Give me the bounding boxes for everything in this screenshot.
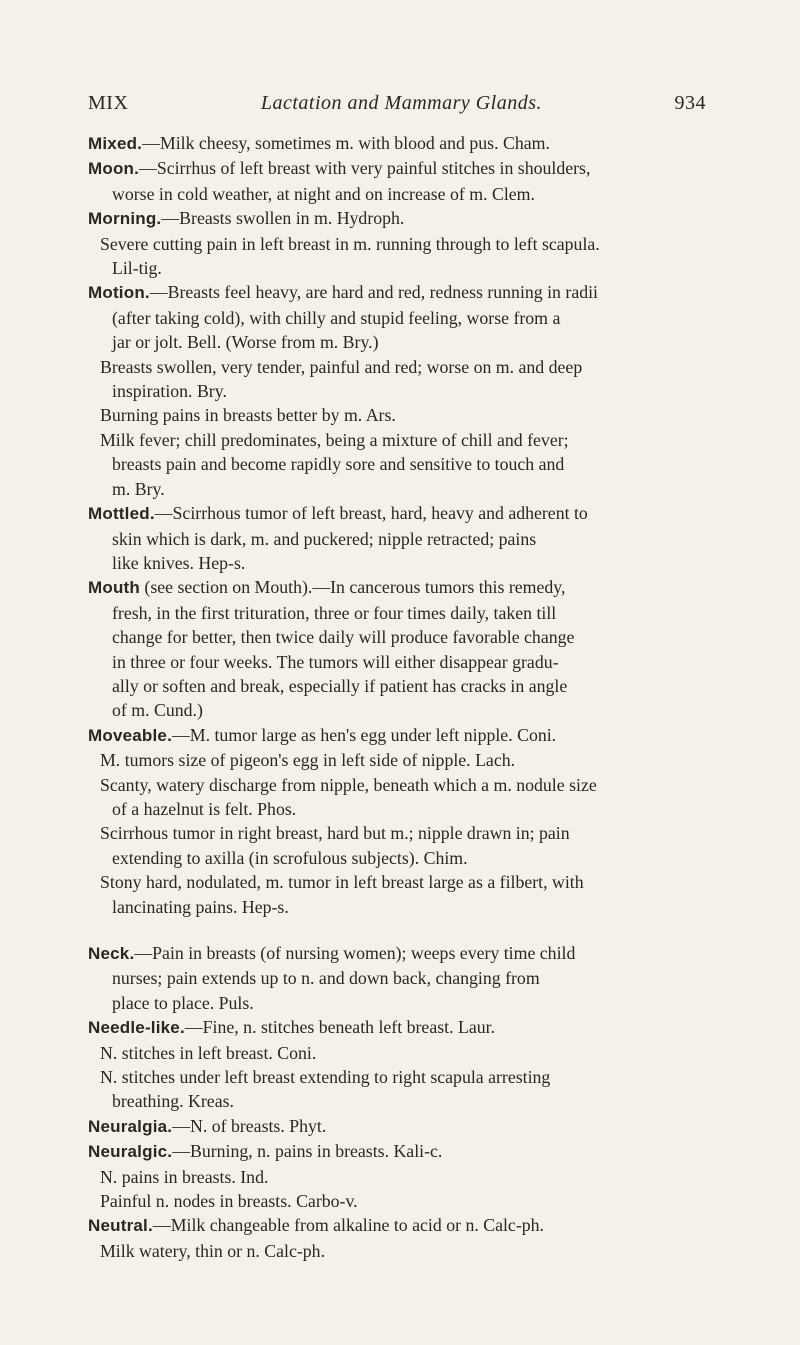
- repertory-entry: [88, 575, 716, 722]
- entry-line: [88, 1239, 716, 1263]
- entry-text: nurses; pain extends up to n. and down back, changing from: [112, 968, 540, 989]
- entry-line: [88, 625, 716, 649]
- entry-line: [88, 477, 716, 501]
- repertory-entry: [88, 1213, 716, 1263]
- entry-line: [88, 650, 716, 674]
- entry-text: —N. of breasts. Phyt.: [172, 1115, 327, 1136]
- entry-text: —Pain in breasts (of nursing women); weeps every time child: [134, 943, 576, 963]
- entry-text: —Scirrhous tumor of left breast, hard, heavy and adherent to: [154, 503, 588, 524]
- repertory-entries: [88, 131, 716, 1263]
- entry-line: [88, 1041, 716, 1065]
- repertory-entry: [88, 131, 716, 156]
- entry-line: [88, 846, 716, 870]
- entry-line: [88, 797, 716, 821]
- entry-text: inspiration. Bry.: [112, 381, 227, 402]
- repertory-entry: [88, 1114, 716, 1139]
- entry-line: [88, 306, 716, 330]
- entry-line: [88, 452, 716, 476]
- repertory-entry: [88, 723, 716, 919]
- entry-line: [88, 674, 716, 698]
- entry-heading-line: [88, 156, 716, 181]
- rubric-keyword: Motion.: [88, 283, 150, 303]
- entry-line: [88, 966, 716, 990]
- entry-text: —Breasts feel heavy, are hard and red, redness running in radii: [149, 282, 598, 303]
- entry-line: [88, 232, 716, 256]
- entry-text: lancinating pains. Hep-s.: [112, 896, 289, 917]
- repertory-entry: [88, 206, 716, 280]
- entry-text: ally or soften and break, especially if patient has cracks in angle: [112, 675, 568, 696]
- repertory-entry: [88, 280, 716, 501]
- entry-text: Stony hard, nodulated, m. tumor in left breast large as a filbert, with: [100, 872, 584, 893]
- entry-line: [88, 182, 716, 206]
- entry-heading-line: [88, 575, 716, 600]
- section-label: MIX: [88, 92, 129, 114]
- entry-text: —Scirrhus of left breast with very painful stitches in shoulders,: [139, 158, 591, 179]
- rubric-keyword: Mixed.: [88, 134, 143, 153]
- entry-text: jar or jolt. Bell. (Worse from m. Bry.): [112, 332, 379, 353]
- rubric-keyword: Neutral.: [88, 1216, 153, 1236]
- entry-text: like knives. Hep-s.: [112, 552, 246, 573]
- running-header: [88, 92, 706, 115]
- entry-text: m. Bry.: [112, 478, 165, 499]
- entry-line: [88, 379, 716, 403]
- entry-text: —Milk changeable from alkaline to acid or n. Calc-ph.: [152, 1215, 544, 1236]
- entry-line: [88, 527, 716, 551]
- rubric-keyword: Mottled.: [88, 504, 155, 524]
- entry-text: of m. Cund.): [112, 700, 203, 721]
- entry-line: [88, 698, 716, 722]
- entry-text: Burning pains in breasts better by m. Ars.: [100, 405, 396, 426]
- repertory-entry: [88, 941, 716, 1015]
- chapter-title: Lactation and Mammary Glands.: [260, 92, 543, 114]
- entry-text: N. stitches in left breast. Coni.: [100, 1042, 317, 1063]
- entry-heading-line: [88, 1114, 716, 1139]
- entry-text: fresh, in the first trituration, three or four times daily, taken till: [112, 602, 557, 623]
- entry-line: [88, 355, 716, 379]
- entry-text: Scanty, watery discharge from nipple, beneath which a m. nodule size: [100, 774, 597, 795]
- entry-text: of a hazelnut is felt. Phos.: [112, 798, 297, 819]
- entry-text: extending to axilla (in scrofulous subjects). Chim.: [112, 847, 468, 868]
- entry-heading-line: [88, 723, 716, 748]
- repertory-entry: [88, 156, 716, 206]
- entry-text: M. tumors size of pigeon's egg in left side of nipple. Lach.: [100, 750, 516, 771]
- entry-text: —Fine, n. stitches beneath left breast. Laur.: [184, 1017, 495, 1038]
- entry-line: [88, 256, 716, 280]
- repertory-entry: [88, 1015, 716, 1114]
- entry-text: Painful n. nodes in breasts. Carbo-v.: [100, 1191, 358, 1212]
- entry-text: Scirrhous tumor in right breast, hard but m.; nipple drawn in; pain: [100, 823, 570, 844]
- entry-text: Breasts swollen, very tender, painful and red; worse on m. and deep: [100, 356, 583, 377]
- entry-text: breathing. Kreas.: [112, 1091, 234, 1112]
- entry-line: [88, 330, 716, 354]
- entry-text: —Milk cheesy, sometimes m. with blood and pus. Cham.: [142, 133, 550, 153]
- rubric-keyword: Neuralgic.: [88, 1142, 173, 1162]
- rubric-keyword: Neuralgia.: [88, 1116, 173, 1136]
- entry-text: (see section on Mouth).—In cancerous tumors this remedy,: [139, 577, 566, 598]
- entry-text: breasts pain and become rapidly sore and sensitive to touch and: [112, 454, 565, 475]
- entry-text: N. stitches under left breast extending to right scapula arresting: [100, 1067, 551, 1088]
- entry-text: change for better, then twice daily will produce favorable change: [112, 627, 575, 648]
- entry-line: [88, 403, 716, 427]
- entry-line: [88, 748, 716, 772]
- entry-line: [88, 428, 716, 452]
- entry-text: skin which is dark, m. and puckered; nipple retracted; pains: [112, 528, 537, 549]
- entry-line: [88, 601, 716, 625]
- entry-text: Milk fever; chill predominates, being a mixture of chill and fever;: [100, 429, 569, 450]
- rubric-keyword: Needle-like.: [88, 1018, 185, 1038]
- entry-text: —M. tumor large as hen's egg under left nipple. Coni.: [172, 724, 557, 745]
- entry-heading-line: [88, 206, 716, 231]
- entry-heading-line: [88, 1213, 716, 1238]
- entry-line: [88, 1189, 716, 1213]
- rubric-keyword: Neck.: [88, 944, 135, 963]
- entry-text: —Burning, n. pains in breasts. Kali-c.: [172, 1141, 443, 1162]
- entry-text: worse in cold weather, at night and on increase of m. Clem.: [112, 183, 535, 204]
- entry-line: [88, 551, 716, 575]
- entry-text: Milk watery, thin or n. Calc-ph.: [100, 1240, 326, 1261]
- entry-text: place to place. Puls.: [112, 992, 254, 1013]
- entry-line: [88, 1089, 716, 1113]
- entry-heading-line: [88, 1015, 716, 1040]
- entry-line: [88, 1065, 716, 1089]
- entry-text: —Breasts swollen in m. Hydroph.: [161, 208, 405, 229]
- rubric-keyword: Moveable.: [88, 725, 172, 745]
- repertory-entry: [88, 501, 716, 575]
- entry-heading-line: [88, 280, 716, 305]
- entry-text: N. pains in breasts. Ind.: [100, 1166, 269, 1187]
- repertory-entry: [88, 1139, 716, 1213]
- entry-text: in three or four weeks. The tumors will either disappear gradu-: [112, 651, 559, 672]
- entry-text: (after taking cold), with chilly and stupid feeling, worse from a: [112, 307, 561, 328]
- entry-line: [88, 821, 716, 845]
- entry-heading-line: [88, 131, 716, 156]
- entry-heading-line: [88, 941, 716, 966]
- rubric-keyword: Morning.: [88, 209, 162, 229]
- entry-heading-line: [88, 1139, 716, 1164]
- entry-heading-line: [88, 501, 716, 526]
- entry-text: Severe cutting pain in left breast in m. running through to left scapula.: [100, 233, 600, 254]
- entry-line: [88, 895, 716, 919]
- entry-line: [88, 870, 716, 894]
- rubric-keyword: Mouth: [88, 578, 140, 598]
- entry-text: Lil-tig.: [112, 258, 162, 279]
- page-number: 934: [674, 92, 706, 114]
- entry-line: [88, 1165, 716, 1189]
- rubric-keyword: Moon.: [88, 159, 140, 179]
- entry-line: [88, 991, 716, 1015]
- entry-line: [88, 773, 716, 797]
